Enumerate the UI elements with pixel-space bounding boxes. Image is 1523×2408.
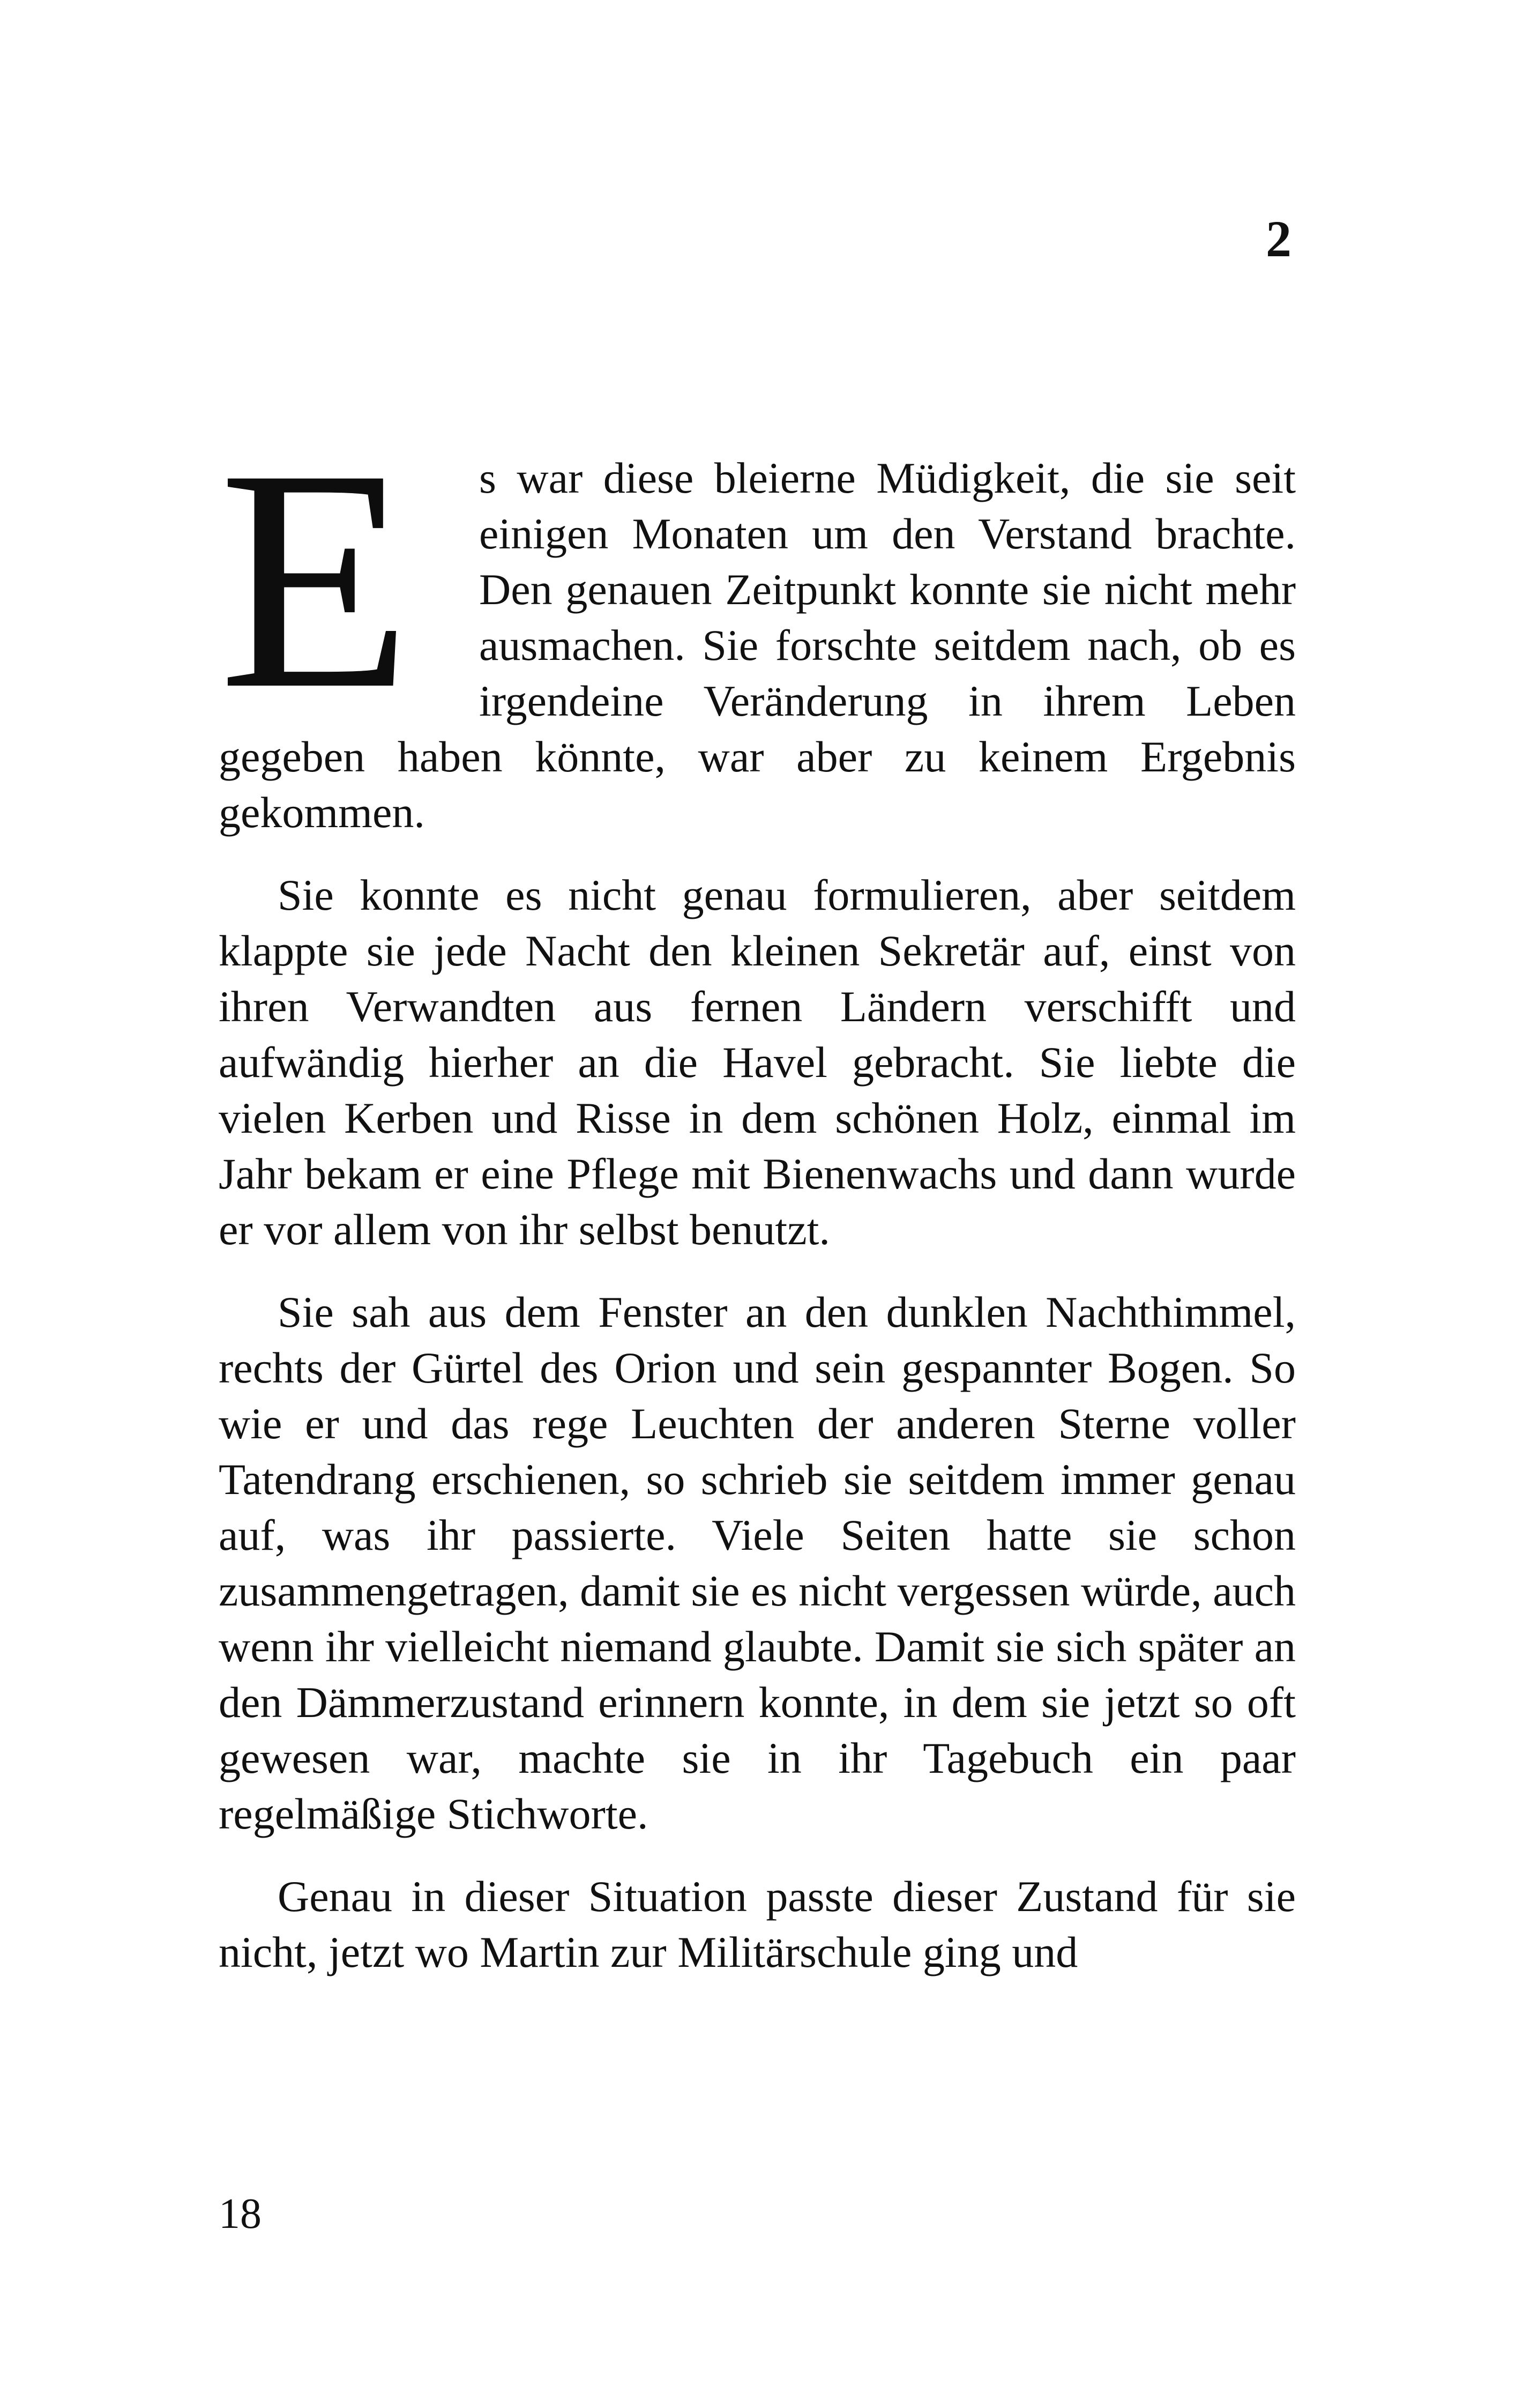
paragraph-4: Genau in dieser Situation passte dieser Zustand für sie nicht, jetzt wo Martin zur Militärschule ging und [219,1872,1296,1976]
body-text [219,404,1296,2007]
paragraph-1-text: s war diese bleierne Müdigkeit, die sie seit einigen Monaten um den Verstand brachte. Den genauen Zeitpunkt konnte sie nicht mehr ausmachen. Sie forschte seitdem nach, ob es irgendeine Veränderung in ihrem Leben gegeben haben könnte, war aber zu keinem Ergebnis gekommen. [219,454,1296,837]
paragraph-1 [219,404,1296,841]
paragraph-2: Sie konnte es nicht genau formulieren, aber seitdem klappte sie jede Nacht den kleinen Sekretär auf, einst von ihren Verwandten aus fernen Ländern verschifft und aufwändig hierher an die Havel gebracht. Sie liebte die vielen Kerben und Risse in dem schönen Holz, einmal im Jahr bekam er eine Pflege mit Bienenwachs und dann wurde er vor allem von ihr selbst benutzt. [219,871,1296,1254]
paragraph-3: Sie sah aus dem Fenster an den dunklen Nachthimmel, rechts der Gürtel des Orion und sein gespannter Bogen. So wie er und das rege Leuchten der anderen Sterne voller Tatendrang erschienen, so schrieb sie seitdem immer genau auf, was ihr passierte. Viele Seiten hatte sie schon zusammengetragen, damit sie es nicht vergessen würde, auch wenn ihr vielleicht niemand glaubte. Damit sie sich später an den Dämmerzustand erinnern konnte, in dem sie jetzt so oft gewesen war, machte sie in ihr Tagebuch ein paar regelmäßige Stichworte. [219,1288,1296,1838]
chapter-number: 2 [1266,210,1291,267]
page-number: 18 [219,2190,262,2238]
drop-cap: E [219,404,412,754]
